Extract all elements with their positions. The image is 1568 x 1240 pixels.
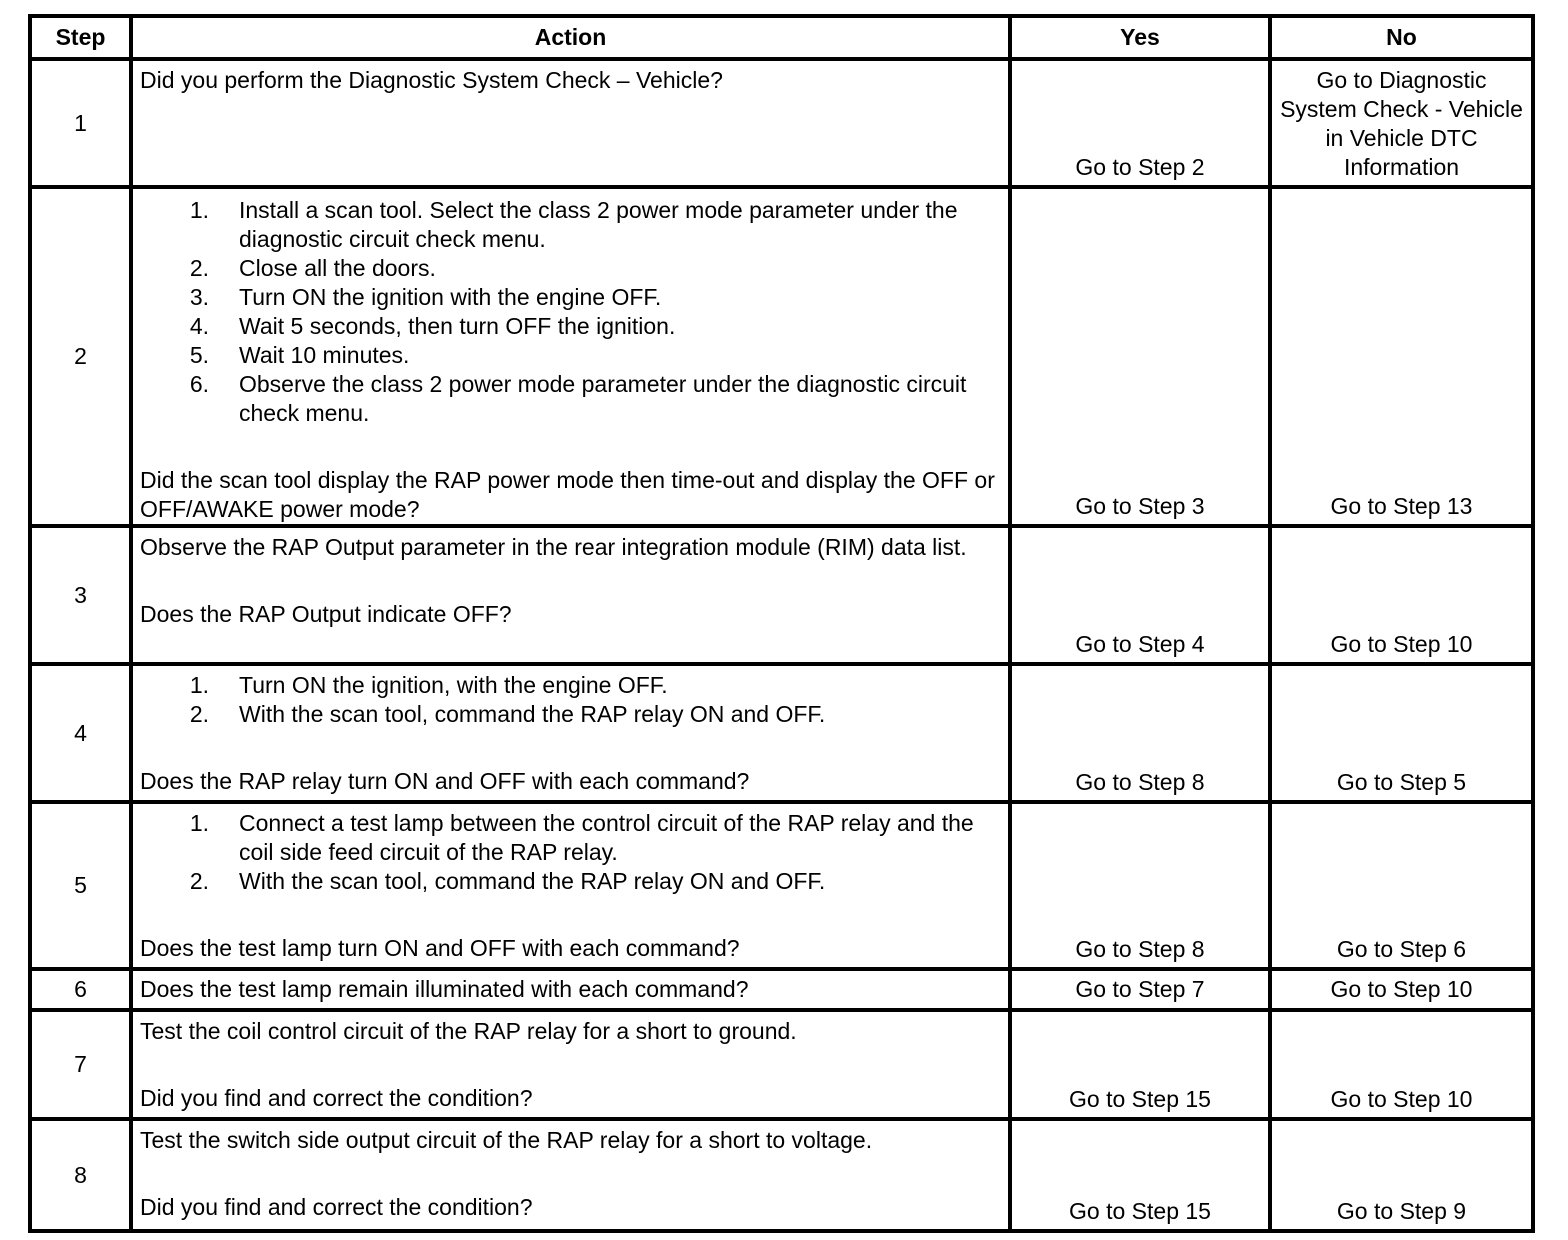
action-cell — [131, 969, 1010, 1010]
step-number: 6 — [30, 969, 131, 1010]
action-text: Did you perform the Diagnostic System Check – Vehicle? — [140, 67, 723, 93]
header-row — [30, 16, 1533, 59]
question-text: Did the scan tool display the RAP power mode then time-out and display the OFF or OFF/AWAKE power mode? — [140, 467, 995, 522]
question-text: Did you find and correct the condition? — [140, 1085, 533, 1111]
header-no: No — [1270, 16, 1533, 59]
no-cell: Go to Diagnostic System Check - Vehicle in Vehicle DTC Information — [1270, 59, 1533, 187]
no-cell: Go to Step 10 — [1270, 526, 1533, 664]
action-cell — [131, 187, 1010, 526]
item-number: 2. — [189, 701, 209, 727]
yes-cell: Go to Step 8 — [1010, 664, 1270, 802]
procedure-list — [140, 671, 998, 729]
list-item — [140, 809, 998, 867]
item-text: Install a scan tool. Select the class 2 power mode parameter under the diagnostic circuit check menu. — [239, 197, 958, 252]
item-number: 6. — [189, 371, 209, 397]
list-item — [140, 312, 998, 341]
list-item — [140, 283, 998, 312]
action-cell — [131, 802, 1010, 969]
no-cell: Go to Step 5 — [1270, 664, 1533, 802]
action-text: Test the coil control circuit of the RAP relay for a short to ground. — [140, 1018, 797, 1044]
table-row — [30, 187, 1533, 526]
no-cell: Go to Step 9 — [1270, 1119, 1533, 1231]
question-text: Does the test lamp turn ON and OFF with each command? — [140, 935, 740, 961]
item-text: Turn ON the ignition, with the engine OFF. — [239, 672, 668, 698]
yes-cell: Go to Step 15 — [1010, 1119, 1270, 1231]
yes-cell: Go to Step 4 — [1010, 526, 1270, 664]
list-item — [140, 370, 998, 428]
table-row — [30, 1119, 1533, 1231]
list-item — [140, 341, 998, 370]
yes-cell: Go to Step 3 — [1010, 187, 1270, 526]
table-row — [30, 969, 1533, 1010]
action-cell — [131, 1119, 1010, 1231]
question-text: Does the RAP Output indicate OFF? — [140, 601, 512, 627]
action-text: Test the switch side output circuit of the RAP relay for a short to voltage. — [140, 1127, 873, 1153]
yes-cell: Go to Step 15 — [1010, 1010, 1270, 1119]
item-text: Turn ON the ignition with the engine OFF. — [239, 284, 662, 310]
no-cell: Go to Step 6 — [1270, 802, 1533, 969]
item-text: Close all the doors. — [239, 255, 436, 281]
header-yes: Yes — [1010, 16, 1270, 59]
list-item — [140, 254, 998, 283]
question-text: Did you find and correct the condition? — [140, 1194, 533, 1220]
list-item — [140, 196, 998, 254]
procedure-list — [140, 196, 998, 428]
item-number: 2. — [189, 868, 209, 894]
item-number: 3. — [189, 284, 209, 310]
item-number: 1. — [189, 197, 209, 223]
step-number: 2 — [30, 187, 131, 526]
step-number: 1 — [30, 59, 131, 187]
no-cell: Go to Step 13 — [1270, 187, 1533, 526]
item-number: 1. — [189, 672, 209, 698]
action-cell — [131, 664, 1010, 802]
yes-cell: Go to Step 8 — [1010, 802, 1270, 969]
table-row — [30, 802, 1533, 969]
list-item — [140, 700, 998, 729]
header-action: Action — [131, 16, 1010, 59]
step-number: 3 — [30, 526, 131, 664]
action-cell — [131, 59, 1010, 187]
action-cell — [131, 526, 1010, 664]
item-text: Connect a test lamp between the control circuit of the RAP relay and the coil side feed circuit of the RAP relay. — [239, 810, 974, 865]
item-number: 5. — [189, 342, 209, 368]
list-item — [140, 867, 998, 896]
table-row — [30, 1010, 1533, 1119]
item-number: 1. — [189, 810, 209, 836]
question-text: Does the test lamp remain illuminated with each command? — [140, 976, 749, 1002]
yes-cell: Go to Step 7 — [1010, 969, 1270, 1010]
table-row — [30, 664, 1533, 802]
table-row — [30, 59, 1533, 187]
item-text: Observe the class 2 power mode parameter under the diagnostic circuit check menu. — [239, 371, 967, 426]
step-number: 5 — [30, 802, 131, 969]
header-step: Step — [30, 16, 131, 59]
no-cell: Go to Step 10 — [1270, 1010, 1533, 1119]
item-number: 2. — [189, 255, 209, 281]
procedure-list — [140, 809, 998, 896]
diagnostic-table — [28, 14, 1535, 1233]
list-item — [140, 671, 998, 700]
yes-cell: Go to Step 2 — [1010, 59, 1270, 187]
step-number: 8 — [30, 1119, 131, 1231]
action-text: Observe the RAP Output parameter in the rear integration module (RIM) data list. — [140, 534, 967, 560]
action-cell — [131, 1010, 1010, 1119]
question-text: Does the RAP relay turn ON and OFF with each command? — [140, 768, 750, 794]
item-text: Wait 10 minutes. — [239, 342, 410, 368]
no-cell: Go to Step 10 — [1270, 969, 1533, 1010]
item-text: With the scan tool, command the RAP relay ON and OFF. — [239, 701, 826, 727]
item-text: With the scan tool, command the RAP relay ON and OFF. — [239, 868, 826, 894]
item-text: Wait 5 seconds, then turn OFF the ignition. — [239, 313, 676, 339]
item-number: 4. — [189, 313, 209, 339]
table-row — [30, 526, 1533, 664]
step-number: 7 — [30, 1010, 131, 1119]
step-number: 4 — [30, 664, 131, 802]
